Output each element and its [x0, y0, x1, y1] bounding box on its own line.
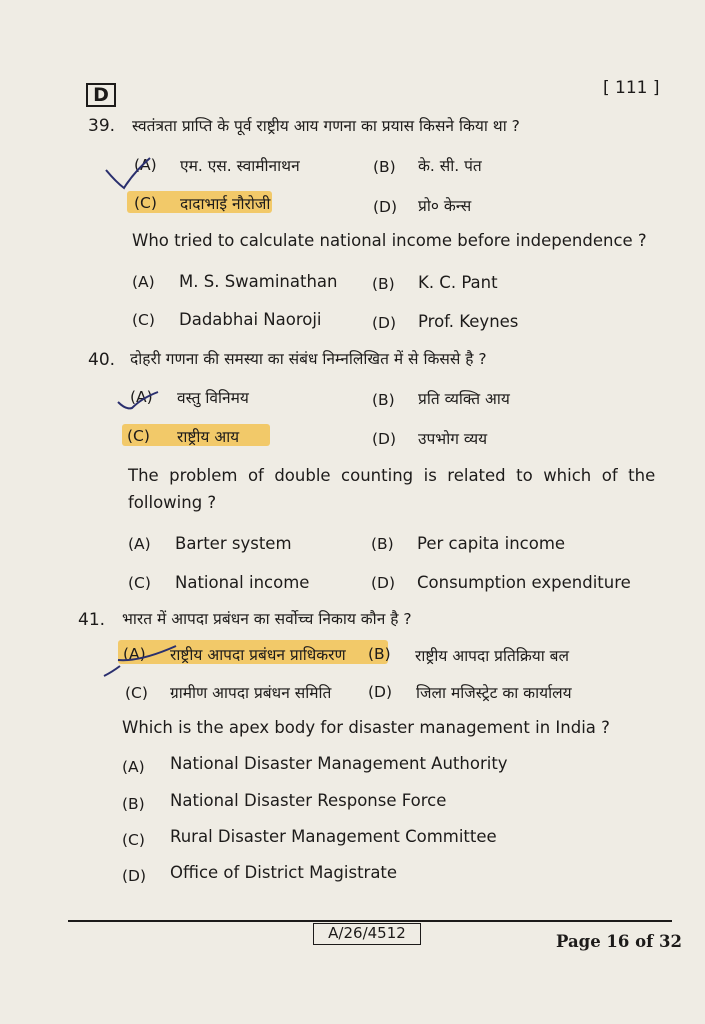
tick-mark-q40 [118, 392, 158, 408]
option-label: (B) [122, 795, 145, 813]
option-label: (C) [127, 427, 150, 445]
option-text-english: Office of District Magistrate [170, 863, 398, 882]
option-text-english: Prof. Keynes [418, 312, 519, 331]
question-text-english: Which is the apex body for disaster management in India ? [122, 718, 610, 737]
page-number: Page 16 of 32 [556, 932, 682, 951]
option-label: (A) [128, 535, 151, 553]
option-label: (B) [368, 645, 391, 663]
question-number: 41. [78, 610, 106, 630]
option-text-hindi: ग्रामीण आपदा प्रबंधन समिति [170, 684, 332, 702]
option-label: (B) [373, 158, 396, 176]
option-label: (D) [372, 430, 397, 448]
question-text-hindi: स्वतंत्रता प्राप्ति के पूर्व राष्ट्रीय आय गणना का प्रयास किसने किया था ? [132, 117, 520, 135]
tick-mark-q41 [104, 646, 176, 676]
option-text-hindi: राष्ट्रीय आपदा प्रतिक्रिया बल [415, 647, 570, 665]
option-text-hindi: प्रो० केन्स [418, 197, 472, 215]
question-number: 39. [88, 116, 116, 136]
booklet-serial: A/26/4512 [313, 923, 421, 945]
option-text-english: Consumption expenditure [417, 573, 631, 592]
option-text-english: Dadabhai Naoroji [179, 310, 322, 329]
option-label: (A) [123, 645, 146, 663]
option-label: (A) [130, 388, 153, 406]
option-text-english: Rural Disaster Management Committee [170, 827, 497, 846]
question-number: 40. [88, 350, 116, 370]
option-text-hindi: के. सी. पंत [418, 157, 482, 175]
option-text-english: M. S. Swaminathan [179, 272, 338, 291]
option-text-english: K. C. Pant [418, 273, 498, 292]
option-text-english: Per capita income [417, 534, 566, 553]
option-label: (C) [128, 574, 151, 592]
option-text-hindi: राष्ट्रीय आपदा प्रबंधन प्राधिकरण [170, 646, 346, 664]
option-text-english: National income [175, 573, 310, 592]
option-text-english: Barter system [175, 534, 292, 553]
option-label: (C) [132, 311, 155, 329]
option-label: (D) [372, 314, 397, 332]
option-text-hindi: वस्तु विनिमय [177, 389, 249, 407]
option-text-hindi: उपभोग व्यय [418, 430, 488, 448]
option-label: (C) [134, 194, 157, 212]
question-text-hindi: भारत में आपदा प्रबंधन का सर्वोच्च निकाय कौन है ? [122, 610, 412, 628]
option-text-hindi: प्रति व्यक्ति आय [418, 390, 510, 408]
option-text-hindi: जिला मजिस्ट्रेट का कार्यालय [416, 684, 572, 702]
question-text-english: Who tried to calculate national income before independence ? [132, 231, 647, 250]
option-label: (B) [372, 275, 395, 293]
option-text-hindi: दादाभाई नौरोजी [180, 195, 271, 213]
option-label: (B) [371, 535, 394, 553]
page-code: [ 111 ] [603, 78, 660, 98]
question-text-english-cont: following ? [128, 493, 217, 512]
option-label: (B) [372, 391, 395, 409]
option-label: (A) [122, 758, 145, 776]
option-label: (A) [132, 273, 155, 291]
question-text-english: The problem of double counting is related to which of the [128, 466, 656, 485]
option-text-hindi: राष्ट्रीय आय [177, 428, 240, 446]
option-text-english: National Disaster Management Authority [170, 754, 508, 773]
option-label: (A) [134, 156, 157, 174]
tick-mark-q39 [106, 158, 150, 188]
option-text-english: National Disaster Response Force [170, 791, 447, 810]
booklet-code-box: D [86, 83, 116, 107]
option-label: (D) [371, 574, 396, 592]
option-text-hindi: एम. एस. स्वामीनाथन [180, 157, 300, 175]
option-label: (D) [122, 867, 147, 885]
footer-rule [68, 920, 672, 922]
option-label: (C) [122, 831, 145, 849]
option-label: (D) [373, 198, 398, 216]
option-label: (C) [125, 684, 148, 702]
option-label: (D) [368, 683, 393, 701]
question-text-hindi: दोहरी गणना की समस्या का संबंध निम्नलिखित में से किससे है ? [130, 350, 487, 368]
